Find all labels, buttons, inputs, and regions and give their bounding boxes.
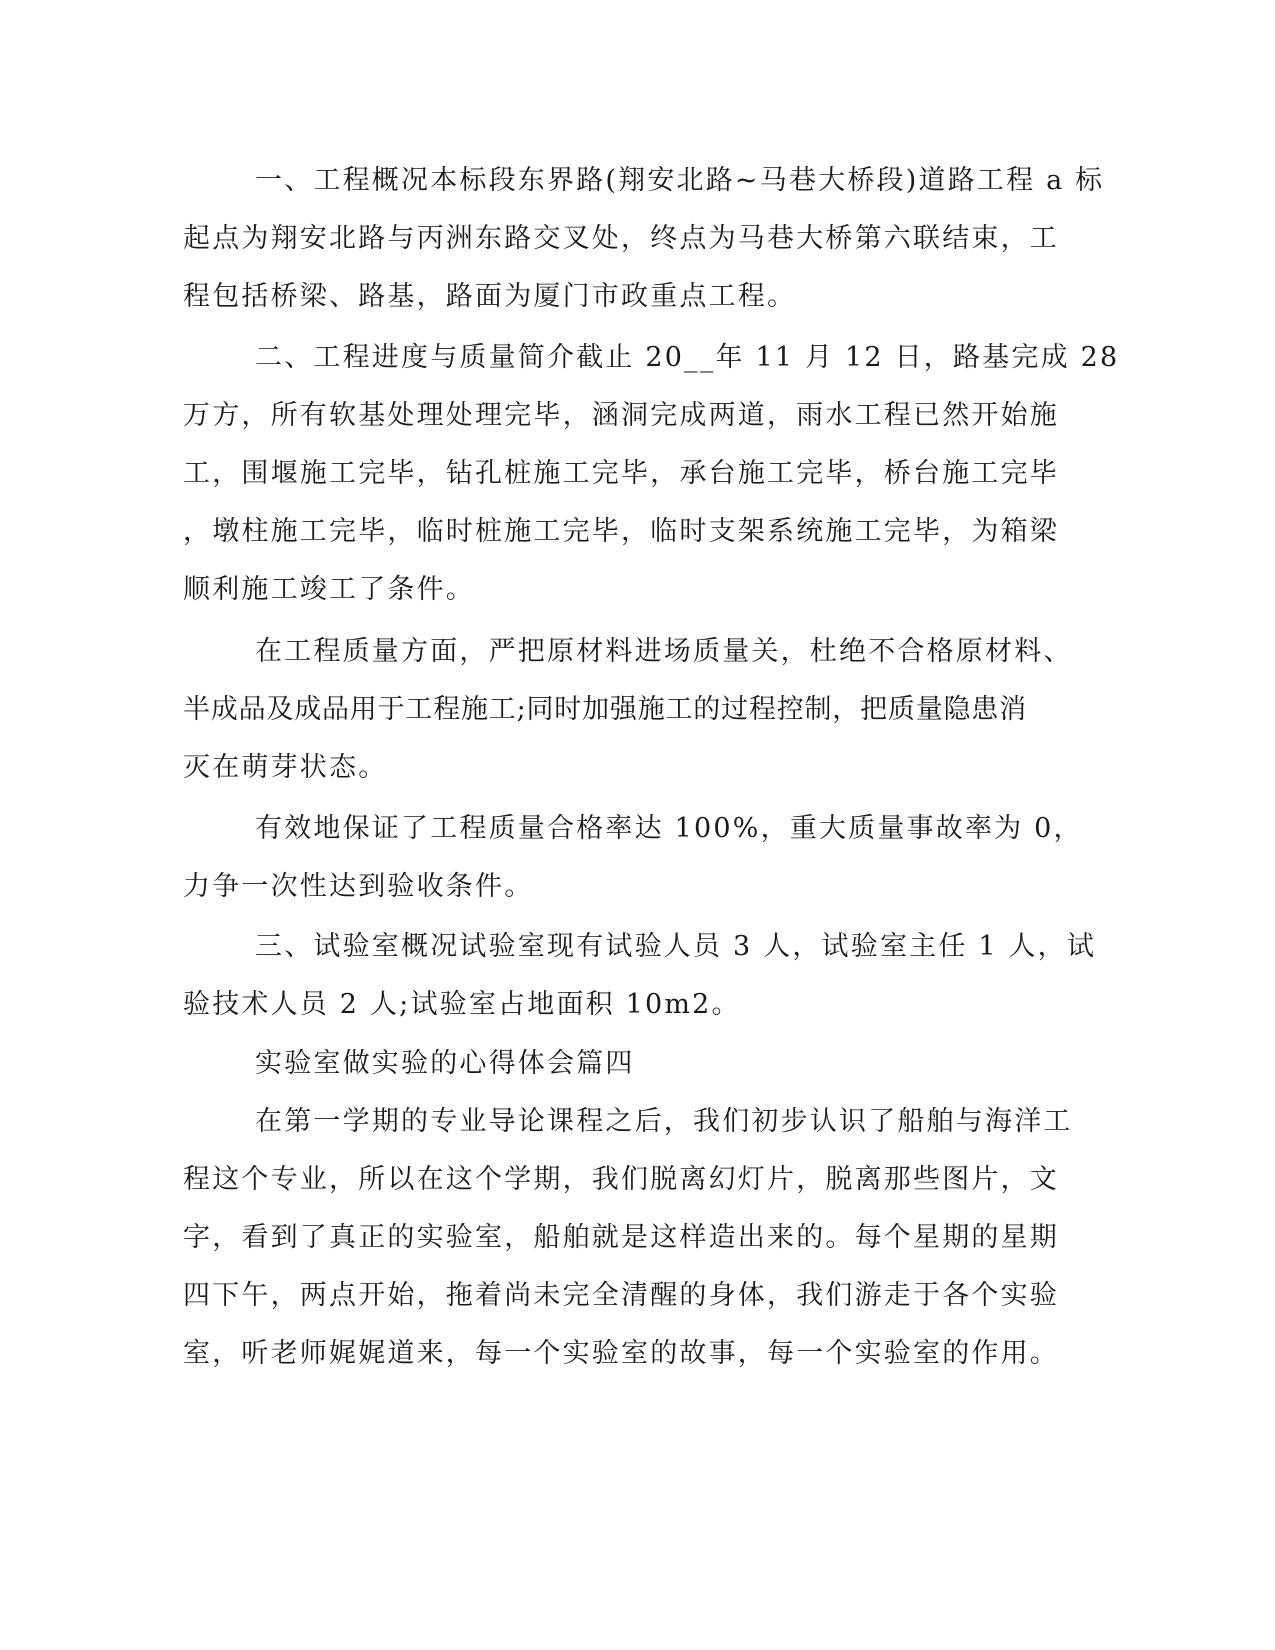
text-line: 一、工程概况本标段东界路(翔安北路~马巷大桥段)道路工程 a 标 [255,165,1105,196]
text-line: 验技术人员 2 人;试验室占地面积 10m2。 [183,989,741,1020]
text-line: 工，围堰施工完毕，钻孔桩施工完毕，承台施工完毕，桥台施工完毕 [183,458,1059,489]
text-line: 二、工程进度与质量简介截止 20__年 11 月 12 日，路基完成 28 [255,342,1120,373]
text-line: 在第一学期的专业导论课程之后，我们初步认识了船舶与海洋工 [255,1106,1073,1137]
text-line: 半成品及成品用于工程施工;同时加强施工的过程控制，把质量隐患消 [183,694,1027,725]
text-line: 室，听老师娓娓道来，每一个实验室的故事，每一个实验室的作用。 [183,1338,1059,1369]
text-line: 程这个专业，所以在这个学期，我们脱离幻灯片，脱离那些图片，文 [183,1164,1059,1195]
text-line: 万方，所有软基处理处理完毕，涵洞完成两道，雨水工程已然开始施 [183,400,1059,431]
text-line: 字，看到了真正的实验室，船舶就是这样造出来的。每个星期的星期 [183,1222,1059,1253]
text-line: 有效地保证了工程质量合格率达 100%，重大质量事故率为 0， [255,813,1083,844]
section-heading: 实验室做实验的心得体会篇四 [255,1048,635,1079]
text-line: 顺利施工竣工了条件。 [183,574,475,605]
text-line: 力争一次性达到验收条件。 [183,871,534,902]
text-line: 三、试验室概况试验室现有试验人员 3 人，试验室主任 1 人，试 [255,931,1097,962]
text-line: 在工程质量方面，严把原材料进场质量关，杜绝不合格原材料、 [255,636,1073,667]
text-line: 程包括桥梁、路基，路面为厦门市政重点工程。 [183,281,797,312]
text-line: 灭在萌芽状态。 [183,752,388,783]
text-line: 起点为翔安北路与丙洲东路交叉处，终点为马巷大桥第六联结束，工 [183,223,1059,254]
text-line: 四下午，两点开始，拖着尚未完全清醒的身体，我们游走于各个实验 [183,1280,1059,1311]
text-line: ，墩柱施工完毕，临时桩施工完毕，临时支架系统施工完毕，为箱梁 [183,516,1059,547]
